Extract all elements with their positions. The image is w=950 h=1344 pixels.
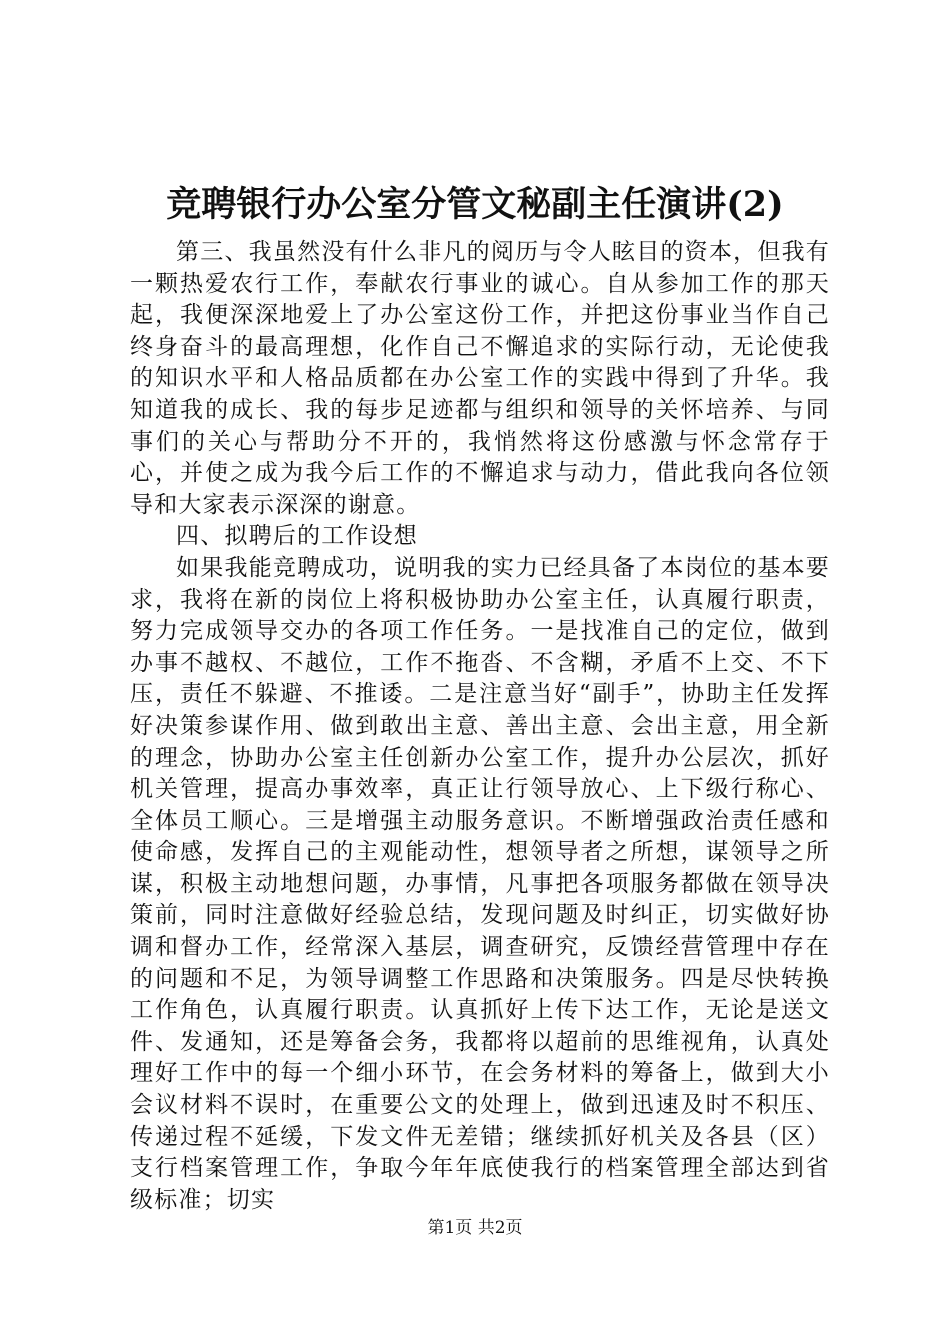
page-number-footer: 第1页 共2页	[427, 1218, 523, 1238]
section-heading-work-plan: 四、拟聘后的工作设想	[176, 523, 418, 550]
document-title: 竞聘银行办公室分管文秘副主任演讲(2)	[166, 184, 784, 225]
document-body	[130, 237, 830, 1216]
paragraph-gratitude: 第三、我虽然没有什么非凡的阅历与令人眩目的资本，但我有一颗热爱农行工作，奉献农行事业的诚心。自从参加工作的那天起，我便深深地爱上了办公室这份工作，并把这份事业当作自己终身奋斗的最高理想，化作自己不懈追求的实际行动，无论使我的知识水平和人格品质都在办公室工作的实践中得到了升华。我知道我的成长、我的每步足迹都与组织和领导的关怀培养、与同事们的关心与帮助分不开的，我悄然将这份感激与怀念常存于心，并使之成为我今后工作的不懈追求与动力，借此我向各位领导和大家表示深深的谢意。	[130, 239, 830, 518]
paragraph-work-plan: 如果我能竞聘成功，说明我的实力已经具备了本岗位的基本要求，我将在新的岗位上将积极协助办公室主任，认真履行职责，努力完成领导交办的各项工作任务。一是找准自己的定位，做到办事不越权、不越位，工作不拖沓、不含糊，矛盾不上交、不下压，责任不躲避、不推诿。二是注意当好“副手”，协助主任发挥好决策参谋作用、做到敢出主意、善出主意、会出主意，用全新的理念，协助办公室主任创新办公室工作，提升办公层次，抓好机关管理，提高办事效率，真正让行领导放心、上下级行称心、全体员工顺心。三是增强主动服务意识。不断增强政治责任感和使命感，发挥自己的主观能动性，想领导者之所想，谋领导之所谋，积极主动地想问题，办事情，凡事把各项服务都做在领导决策前，同时注意做好经验总结，发现问题及时纠正，切实做好协调和督办工作，经常深入基层，调查研究，反馈经营管理中存在的问题和不足，为领导调整工作思路和决策服务。四是尽快转换工作角色，认真履行职责。认真抓好上传下达工作，无论是送文件、发通知，还是筹备会务，我都将以超前的思维视角，认真处理好工作中的每一个细小环节，在会务材料的筹备上，做到大小会议材料不误时，在重要公文的处理上，做到迅速及时不积压、传递过程不延缓，下发文件无差错；继续抓好机关及各县（区）支行档案管理工作，争取今年年底使我行的档案管理全部达到省级标准；切实	[130, 554, 830, 1213]
